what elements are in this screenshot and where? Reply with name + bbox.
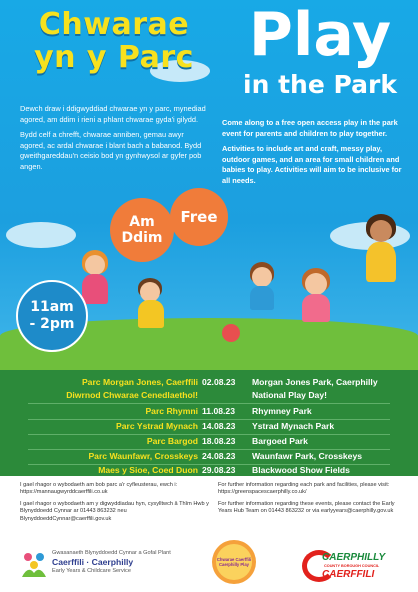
schedule-date: 11.08.23 [202,406,235,416]
schedule-venue-welsh: Diwrnod Chwarae Cenedlaethol! [66,390,198,400]
schedule-row [0,405,418,420]
early-years-logo [20,548,200,582]
title-welsh [14,8,214,74]
schedule-venue-welsh: Parc Morgan Jones, Caerffili [81,377,198,387]
info-english [218,482,410,520]
schedule-venue-welsh: Parc Rhymni [145,406,198,416]
schedule-row [0,420,418,435]
free-badge-welsh [110,198,174,262]
time-badge [16,280,88,352]
schedule-venue-english: Waunfawr Park, Crosskeys [252,451,363,461]
intro-welsh-p2: Bydd celf a chrefft, chwarae anniben, gemau awyr agored, ac ardal chwarae i blant bach a babanod. Bydd gweithgareddau'n ceisio bod yn gynhwysol ar gyfer pob angen. [20,130,202,171]
time-badge-line2: - 2pm [29,316,75,332]
schedule-venue-welsh: Parc Waunfawr, Crosskeys [88,451,198,461]
intro-welsh-p1: Dewch draw i ddigwyddiad chwarae yn y parc, mynediad agored, am ddim i rieni a phlant chwarae gyda'i gilydd. [20,104,206,124]
schedule-venue-welsh: Maes y Sioe, Coed Duon [98,465,198,475]
council-logo-line3: CAERFFILI [322,569,375,580]
free-badge-welsh-line2: Ddim [121,230,163,246]
info-welsh [20,482,212,527]
info-welsh-p2: I gael rhagor o wybodaeth am y digwyddiadau hyn, cysylltwch â Thîm Hwb y Blynyddoedd Cynnar ar 01443 863232 neu BlynyddoeddCynnar@caerffili.gov.uk [20,500,209,522]
schedule-venue-english: Rhymney Park [252,406,312,416]
free-badge-english: Free [170,188,228,246]
schedule-venue-english: Ystrad Mynach Park [252,421,335,431]
schedule-venue-english: Bargoed Park [252,436,308,446]
intro-english [222,118,410,192]
free-badge-welsh-line1: Am [129,214,155,230]
intro-english-p2: Activities to include art and craft, messy play, outdoor games, and an area for small children and babies to play. Activities will aim to be inclusive for all needs. [222,144,402,185]
early-years-logo-line1: Gwasanaeth Blynyddoedd Cynnar a Gofal Plant [52,550,171,556]
time-badge-line1: 11am [30,299,74,315]
schedule-date: 29.08.23 [202,465,236,475]
schedule-row [0,450,418,465]
event-schedule [0,370,418,476]
ball-illustration [222,324,240,342]
schedule-venue-english: Morgan Jones Park, Caerphilly [252,377,378,387]
schedule-date: 18.08.23 [202,436,236,446]
info-english-p2: For further information regarding these events, please contact the Early Years Hub Team on 01443 863232 or via earlyyears@caerphilly.gov.uk [218,500,395,515]
intro-english-p1: Come along to a free open access play in the park event for parents and children to play together. [222,118,398,138]
divider [28,403,390,404]
schedule-date: 24.08.23 [202,451,236,461]
title-english-line1: Play [248,0,392,70]
schedule-venue-welsh: Parc Ystrad Mynach [116,421,198,431]
caerphilly-play-logo [212,540,256,584]
title-welsh-line2: yn y Parc [34,40,194,75]
council-logo-line2: COUNTY BOROUGH COUNCIL [324,564,380,568]
caerphilly-play-logo-text: Chwarae Caerffili Caerphilly Play [216,544,252,580]
title-welsh-line1: Chwarae [38,7,190,42]
schedule-venue-english: National Play Day! [252,390,327,400]
schedule-date: 02.08.23 [202,377,236,387]
schedule-venue-english: Blackwood Show Fields [252,465,350,475]
schedule-date: 14.08.23 [202,421,236,431]
council-logo [302,546,406,586]
people-icon [20,551,48,579]
cloud [6,222,76,248]
schedule-venue-welsh: Parc Bargod [146,436,198,446]
intro-welsh [20,104,208,178]
schedule-row [0,389,418,404]
title-english-line2: in the Park [243,70,397,99]
early-years-logo-line2: Caerffili · Caerphilly [52,557,134,567]
early-years-logo-line3: Early Years & Childcare Service [52,568,131,574]
council-logo-line1: CAERPHILLY [322,552,386,563]
info-english-p1: For further information regarding each park and facilities, please visit: https://greenspacescaerphilly.co.uk/ [218,482,390,496]
info-welsh-p1: I gael rhagor o wybodaeth am bob parc a'r cyfleusterau, ewch i: https://mannaugwyrddcaerffili.co.uk [20,482,178,496]
schedule-row [0,435,418,450]
